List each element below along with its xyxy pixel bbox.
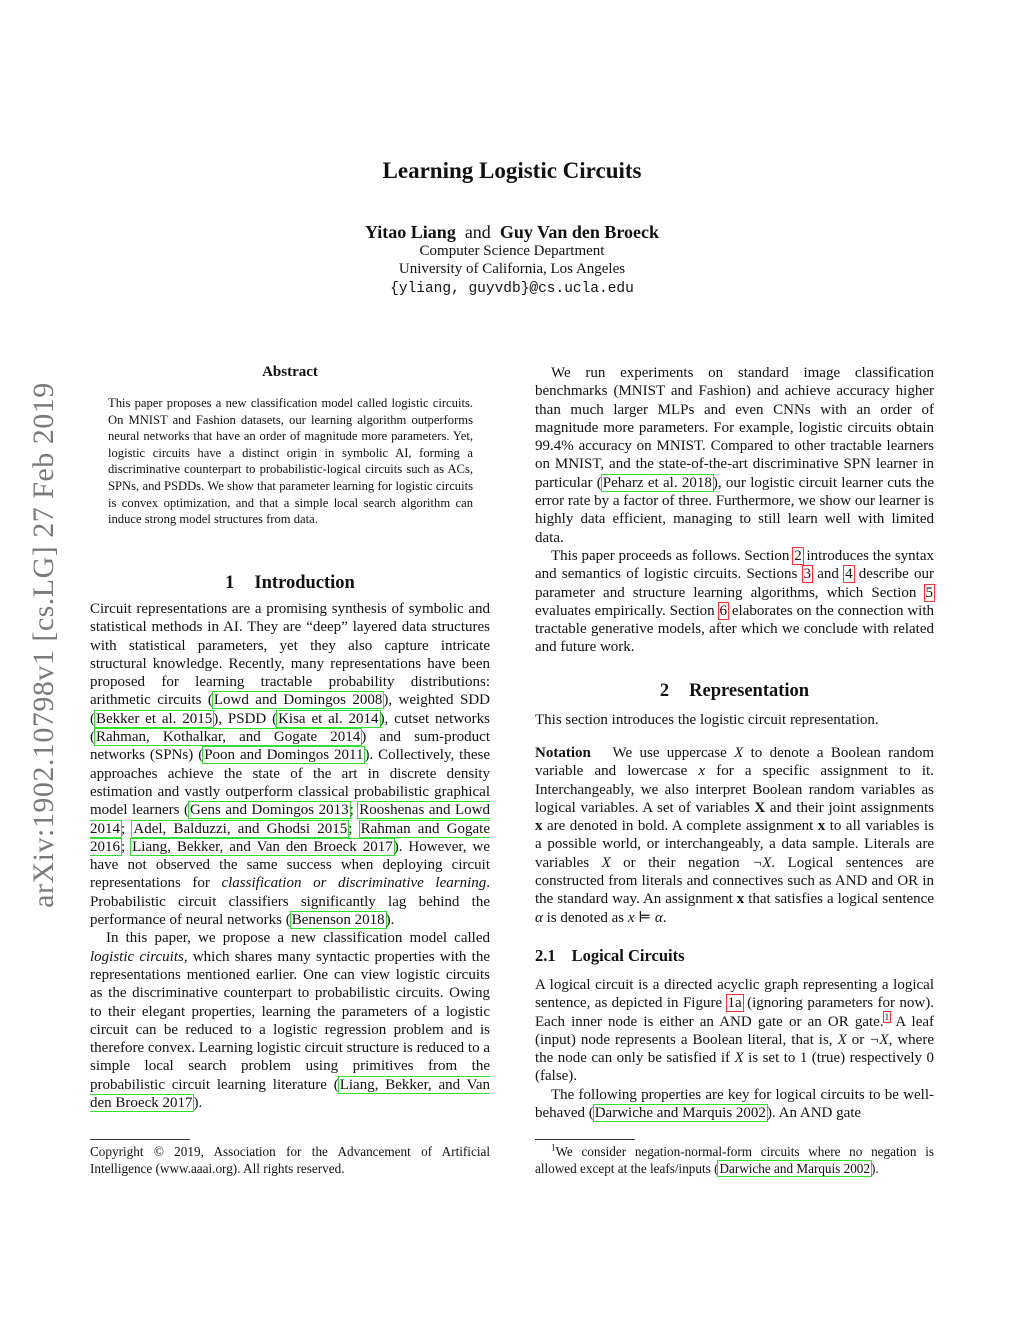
section-title: Representation	[689, 681, 810, 701]
text-run: . Probabilistic circuit classifiers significantly lag behind the performance of neural networks (	[90, 875, 490, 929]
text-run: ).	[871, 1161, 879, 1176]
text-run: In this paper, we propose a new classification model called	[106, 930, 490, 947]
section-heading-representation	[535, 681, 934, 702]
text-run: describe our parameter and structure learning algorithms, which Section	[535, 566, 934, 601]
text-run: introduces the syntax and semantics of logistic circuits. Sections	[535, 547, 934, 583]
section-ref-link[interactable]: 4	[845, 566, 853, 583]
section-ref-link[interactable]: 6	[719, 602, 728, 619]
text-run: are denoted in bold. A complete assignment	[542, 818, 818, 835]
text-run: and	[812, 566, 845, 583]
notation-label: Notation	[535, 745, 591, 761]
math-symbol: x	[736, 891, 745, 908]
subsection-title: Logical Circuits	[571, 946, 685, 965]
footnote-rule	[90, 1139, 190, 1140]
paper-title: Learning Logistic Circuits	[382, 158, 642, 183]
citation-link[interactable]: Lowd and Domingos 2008	[213, 692, 383, 709]
footnote-rule	[535, 1139, 635, 1140]
math-symbol: α	[535, 909, 543, 926]
math-symbol: ¬X	[869, 1031, 889, 1048]
email-text[interactable]: {yliang, guyvdb}@cs.ucla.edu	[390, 281, 634, 297]
text-run: . Logical sentences are constructed from literals and connectives such as AND and OR in the standard way. An assignment	[535, 854, 935, 908]
text-run: .	[662, 909, 667, 926]
text-run: and their joint assignments	[765, 799, 934, 816]
right-paragraph-1	[535, 364, 934, 547]
citation-link[interactable]: Poon and Domingos 2011	[204, 747, 364, 764]
abstract-heading: Abstract	[262, 364, 318, 380]
emphasis-text: classification or discriminative learning	[221, 875, 487, 892]
citation-link[interactable]: Darwiche and Marquis 2002	[594, 1105, 766, 1122]
text-run: Circuit representations are a promising synthesis of symbolic and statistical methods in AI. They are “deep” layered data structures with statistical parameters, yet they also capture intricate structural knowledge. Recently, many representations have been proposed for learning tractable probability distributions: arithmetic circuits (	[90, 601, 490, 709]
text-run: This paper proceeds as follows. Section	[551, 547, 794, 564]
text-run: A logical circuit is a directed acyclic graph representing a logical sentence, as depicted in Figure	[535, 977, 934, 1012]
text-run: to all variables is a possible world, or interchangeably, a data sample. Literals are variables	[535, 818, 934, 871]
citation-link[interactable]: Peharz et al. 2018	[602, 474, 712, 491]
logical-circuits-paragraph-1	[535, 976, 934, 1086]
author-conjunction: and	[464, 222, 491, 242]
section-ref-link[interactable]: 5	[925, 584, 933, 601]
math-symbol: X	[734, 1050, 744, 1067]
citation-link[interactable]: Gens and Domingos 2013	[190, 802, 349, 819]
author-name: Yitao Liang	[364, 222, 456, 242]
citation-link[interactable]: Kisa et al. 2014	[278, 710, 379, 727]
affiliation-email[interactable]	[0, 280, 1024, 297]
text-run: evaluates empirically. Section	[535, 602, 719, 619]
intro-paragraph-1	[90, 600, 490, 929]
intro-body	[90, 600, 490, 1112]
math-symbol: x	[535, 818, 543, 835]
emphasis-text: logistic circuits	[90, 948, 184, 965]
right-column-body	[535, 364, 934, 657]
text-run: We consider negation-normal-form circuits where no negation is allowed except at the leafs/inputs (	[535, 1144, 934, 1176]
intro-paragraph-2	[90, 929, 490, 1112]
math-symbol: ¬X	[752, 854, 772, 871]
text-run: or their negation	[610, 854, 753, 871]
footnote-ref-link[interactable]: 1	[884, 1011, 890, 1022]
text-run: ). However, we have not observed the same success when deploying circuit representations for	[90, 838, 490, 892]
text-run: ), our logistic circuit learner cuts the error rate by a factor of three. Furthermore, we show our learner is highly data efficient, managing to still learn well with limited data.	[535, 474, 934, 546]
text-run: We run experiments on standard image classification benchmarks (MNIST and Fashion) and achieve accuracy higher than much larger MLPs and even CNNs with an order of magnitude more parameters. For example, logistic circuits obtain 99.4% accuracy on MNIST. Compared to other tractable learners on MNIST, and the state-of-the-art discriminative SPN learner in particular (	[535, 365, 934, 491]
text-run: ).	[193, 1095, 203, 1112]
text-run: ), weighted SDD (	[90, 692, 490, 727]
text-run: The following properties are key for logical circuits to be well-behaved (	[535, 1086, 934, 1122]
math-symbol: X	[837, 1031, 847, 1048]
text-run: ), PSDD (	[213, 710, 278, 727]
math-symbol: x	[698, 763, 706, 780]
section-ref-link[interactable]: 2	[794, 547, 802, 564]
notation-text	[535, 744, 934, 927]
representation-intro: This section introduces the logistic circuit representation.	[535, 712, 879, 728]
text-run: elaborates on the connection with tractable generative models, after which we conclude with related and future work.	[535, 602, 934, 656]
text-run: ) and sum-product networks (SPNs) (	[90, 729, 490, 764]
math-symbol: x ⊨ α	[627, 909, 663, 926]
citation-link[interactable]: Rahman and Gogate 2016	[90, 820, 490, 855]
citation-link[interactable]: Rooshenas and Lowd 2014	[90, 802, 490, 837]
affiliation-department: Computer Science Department	[419, 243, 605, 259]
text-run: ). Collectively, these approaches achieve the state of the art in discrete density estimation and vastly outperform classical probabilistic graphical model learners (	[90, 747, 490, 819]
subsection-heading-logical-circuits	[535, 946, 934, 966]
text-run: for a specific assignment to it. Interchangeably, we also interpret Boolean random variables as logical variables. A set of variables	[535, 763, 934, 816]
text-run: is denoted as	[542, 909, 628, 926]
math-symbol: X	[601, 854, 611, 871]
text-run: ). An AND gate	[766, 1105, 862, 1122]
section-number: 2	[659, 681, 670, 701]
arxiv-identifier: arXiv:1902.10798v1 [cs.LG] 27 Feb 2019	[27, 382, 60, 908]
notation-paragraph	[535, 744, 934, 927]
logical-circuits-body	[535, 976, 934, 1122]
author-line	[0, 222, 1024, 243]
text-run: is set to 1 (true) respectively 0 (false).	[535, 1050, 934, 1085]
logical-circuits-paragraph-2	[535, 1086, 934, 1123]
text-run: ;	[121, 820, 133, 837]
text-run: A leaf (input) node represents a Boolean literal, that is,	[535, 1013, 935, 1048]
citation-link[interactable]: Benenson 2018	[291, 912, 385, 929]
text-run: , where the node can only be satisfied if	[535, 1031, 934, 1067]
math-symbol: X	[754, 799, 766, 816]
affiliation-university: University of California, Los Angeles	[398, 261, 626, 277]
text-run: to denote a Boolean random variable and lowercase	[535, 745, 934, 780]
citation-link[interactable]: Liang, Bekker, and Van den Broeck 2017	[132, 838, 393, 855]
citation-link[interactable]: Liang, Bekker, and Van den Broeck 2017	[90, 1076, 490, 1112]
text-run: ).	[385, 912, 395, 929]
text-run: or	[846, 1031, 870, 1048]
text-run: ), cutset networks (	[90, 710, 490, 746]
copyright-notice: Copyright © 2019, Association for the Advancement of Artificial Intelligence (www.aaai.org). All rights reserved.	[90, 1144, 490, 1176]
text-run: We use uppercase	[612, 745, 735, 761]
text-run: ;	[349, 802, 359, 819]
footnote	[535, 1143, 934, 1177]
text-run: ;	[121, 838, 132, 855]
section-ref-link[interactable]: 3	[803, 566, 811, 583]
section-heading-introduction	[90, 573, 490, 594]
text-run: , which shares many syntactic properties with the representations mentioned earlier. One can view logistic circuits as the discriminative counterpart to probabilistic circuits. Owing to their elegant properties, learning the parameters of a logistic circuit can be reduced to a logistic regression problem and is therefore convex. Learning logistic circuit structure is reduced to a simple local search problem using primitives from the probabilistic circuit learning literature (	[90, 948, 490, 1093]
section-number: 1	[225, 573, 235, 593]
subsection-number: 2.1	[535, 946, 556, 965]
right-paragraph-2	[535, 547, 934, 657]
math-symbol: X	[734, 745, 744, 761]
citation-link[interactable]: Bekker et al. 2015	[96, 710, 213, 727]
abstract-text: This paper proposes a new classification model called logistic circuits. On MNIST and Fashion datasets, our learning algorithm outperforms neural networks that have an order of magnitude more parameters. Yet, logistic circuits have a distinct origin in symbolic AI, forming a discriminative counterpart to probabilistic-logical circuits such as ACs, SPNs, and PSDDs. We show that parameter learning for logistic circuits is convex optimization, and that a simple local search algorithm can induce strong model structures from data.	[108, 396, 473, 527]
math-symbol: x	[817, 818, 826, 835]
text-run: (ignoring parameters for now). Each inner node is either an AND gate or an OR gate.	[535, 995, 934, 1030]
footnote-number: 1	[551, 1142, 556, 1153]
author-name: Guy Van den Broeck	[499, 222, 660, 242]
text-run: that satisfies a logical sentence	[744, 891, 934, 908]
citation-link[interactable]: Rahman, Kothalkar, and Gogate 2014	[96, 729, 361, 746]
figure-ref-link[interactable]: 1a	[727, 995, 742, 1012]
citation-link[interactable]: Darwiche and Marquis 2002	[719, 1161, 870, 1176]
citation-link[interactable]: Adel, Balduzzi, and Ghodsi 2015	[133, 820, 348, 837]
text-run: ;	[348, 820, 360, 837]
section-title: Introduction	[254, 573, 355, 593]
